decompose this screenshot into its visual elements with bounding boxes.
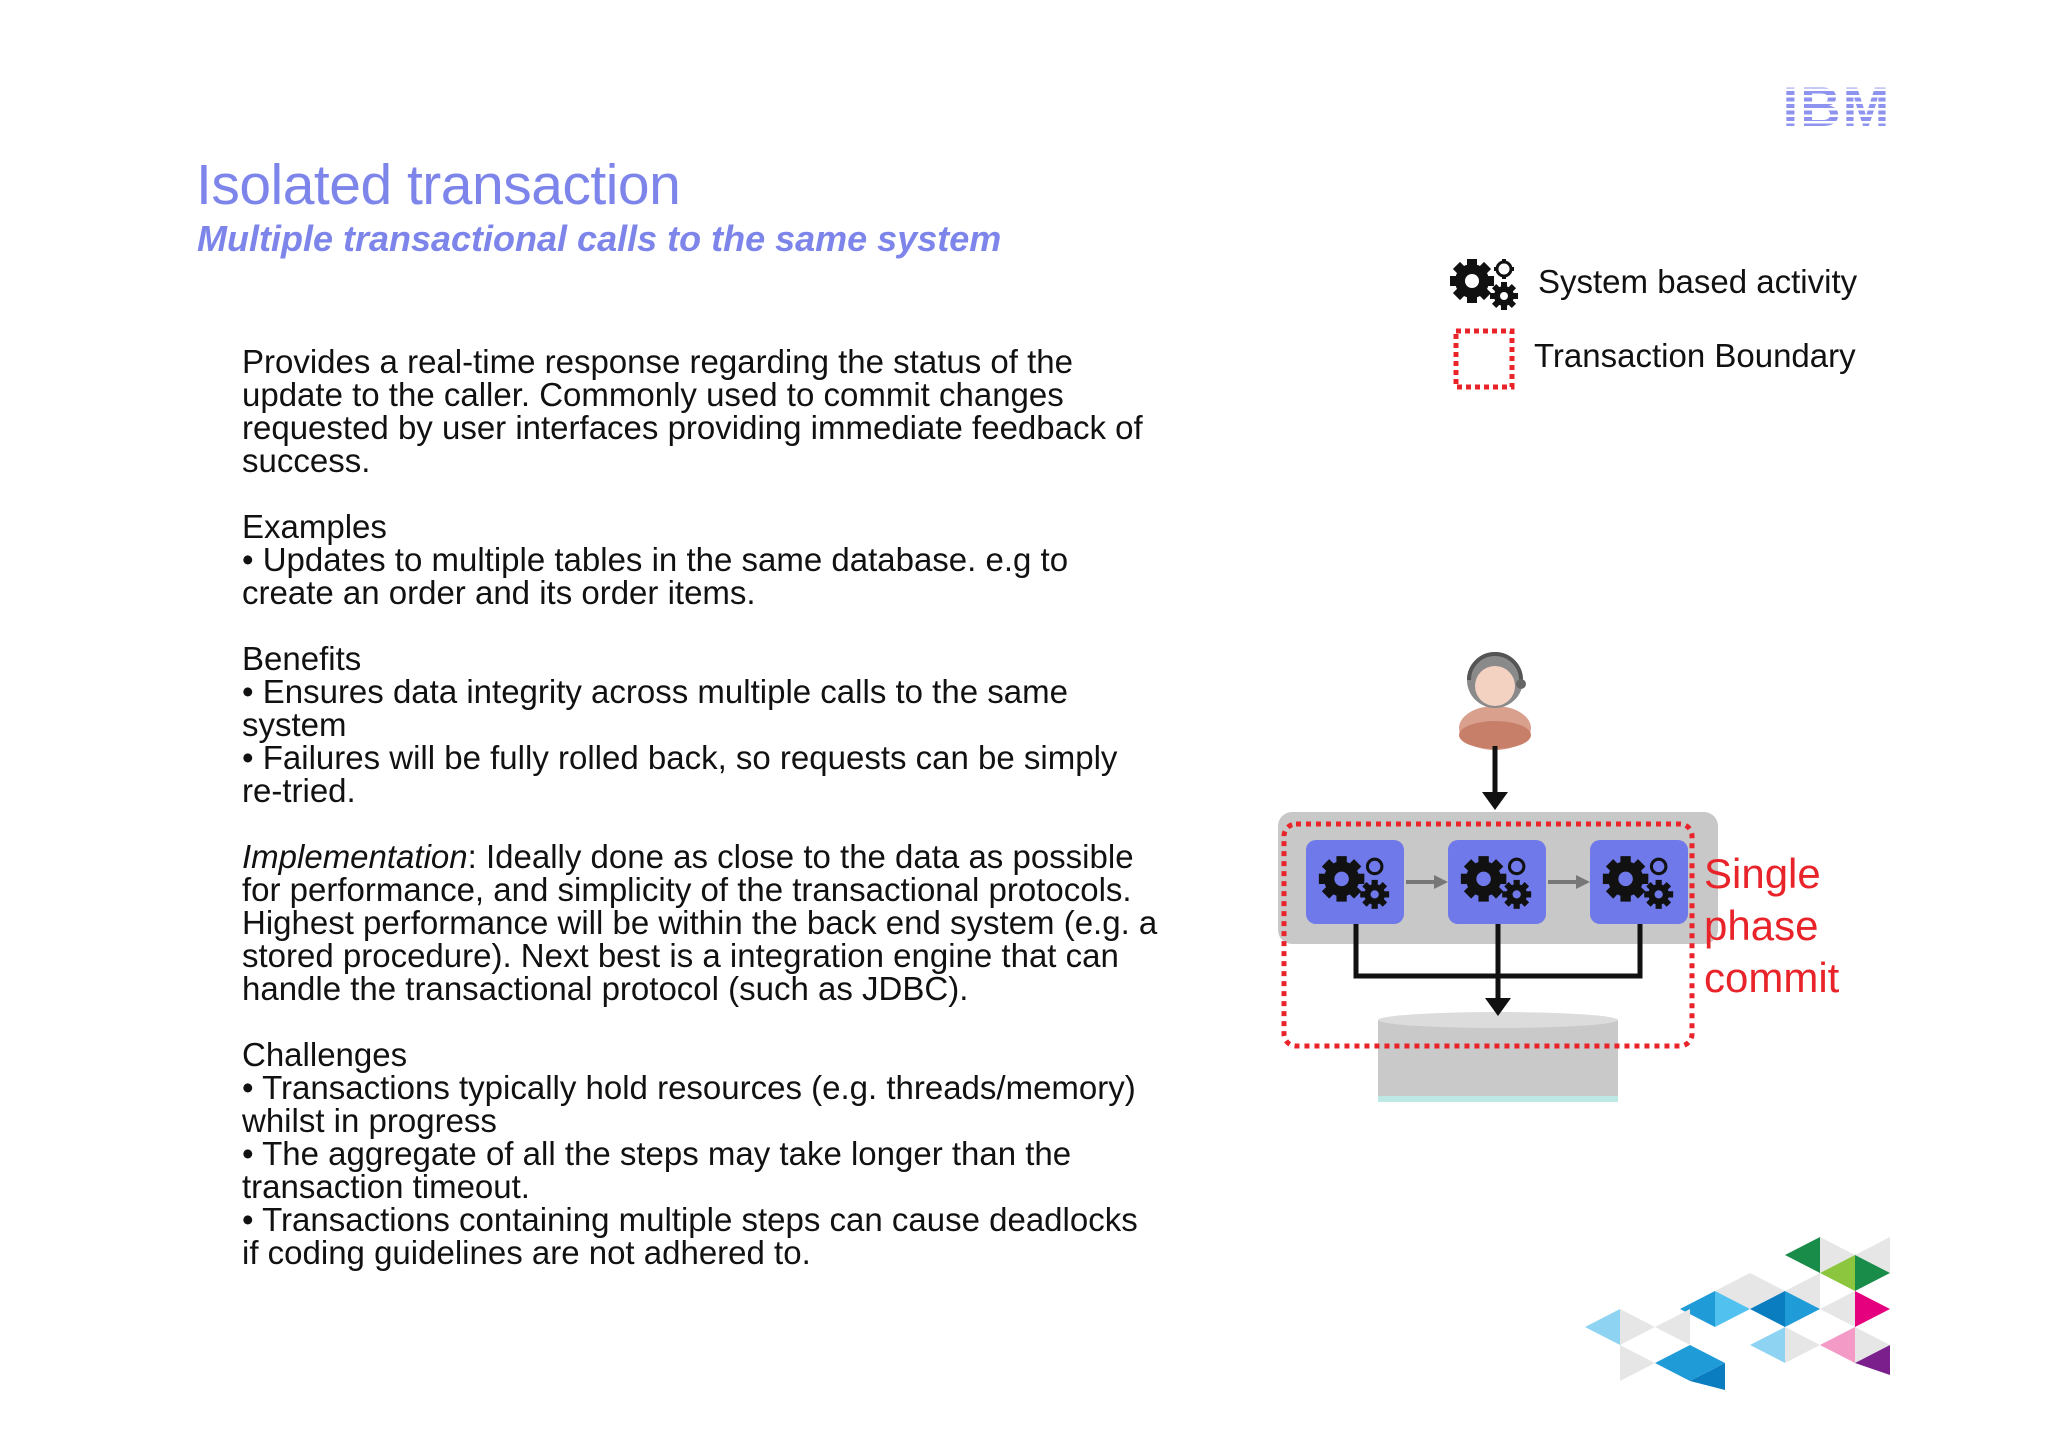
database-icon: [1378, 1012, 1618, 1102]
examples-heading: Examples: [242, 508, 387, 545]
dotted-box-icon: [1448, 327, 1520, 387]
description-text: [242, 345, 1222, 1302]
legend-label: System based activity: [1538, 263, 1858, 300]
examples-section: Examples • Updates to multiple tables in the same database. e.g to create an order and its order items.: [242, 510, 1222, 609]
challenges-section: Challenges • Transactions typically hold resources (e.g. threads/memory) whilst in progress • The aggregate of all the steps may take longer than the transaction timeout. • Transactions containing multiple steps can cause deadlocks if coding guidelines are not adhered to.: [242, 1038, 1222, 1269]
page-title: Isolated transaction: [196, 153, 681, 217]
implementation-label: Implementation: [242, 838, 468, 875]
user-icon: [1459, 652, 1531, 750]
intro-paragraph: Provides a real-time response regarding the status of the update to the caller. Commonly used to commit changes requested by user interfaces providing immediate feedback of success.: [242, 343, 1143, 479]
ibm-logo-icon: [1776, 78, 1898, 130]
transaction-diagram: [1270, 640, 1890, 1120]
legend-label: Transaction Boundary: [1534, 337, 1856, 374]
activity-box: [1306, 840, 1404, 924]
triangle-pattern-icon: [1585, 1225, 1910, 1390]
legend: [1448, 255, 1888, 399]
gears-icon: [1448, 255, 1520, 315]
legend-item-boundary: [1448, 327, 1888, 399]
activity-box: [1448, 840, 1546, 924]
benefits-heading: Benefits: [242, 640, 362, 677]
legend-item-activity: [1448, 255, 1888, 327]
challenges-heading: Challenges: [242, 1036, 408, 1073]
benefits-section: Benefits • Ensures data integrity across multiple calls to the same system • Failures will be fully rolled back, so requests can be simply re-tried.: [242, 642, 1222, 807]
activity-box: [1590, 840, 1688, 924]
page-subtitle: Multiple transactional calls to the same system: [197, 218, 1002, 259]
single-phase-commit-label: Single phase commit: [1704, 850, 1840, 1001]
implementation-section: Implementation: Ideally done as close to the data as possible for performance, and simplicity of the transactional protocols. Highest performance will be within the back end system (e.g. a stored procedure). Next best is a integration engine that can handle the transactional protocol (such as JDBC).: [242, 838, 1158, 1007]
